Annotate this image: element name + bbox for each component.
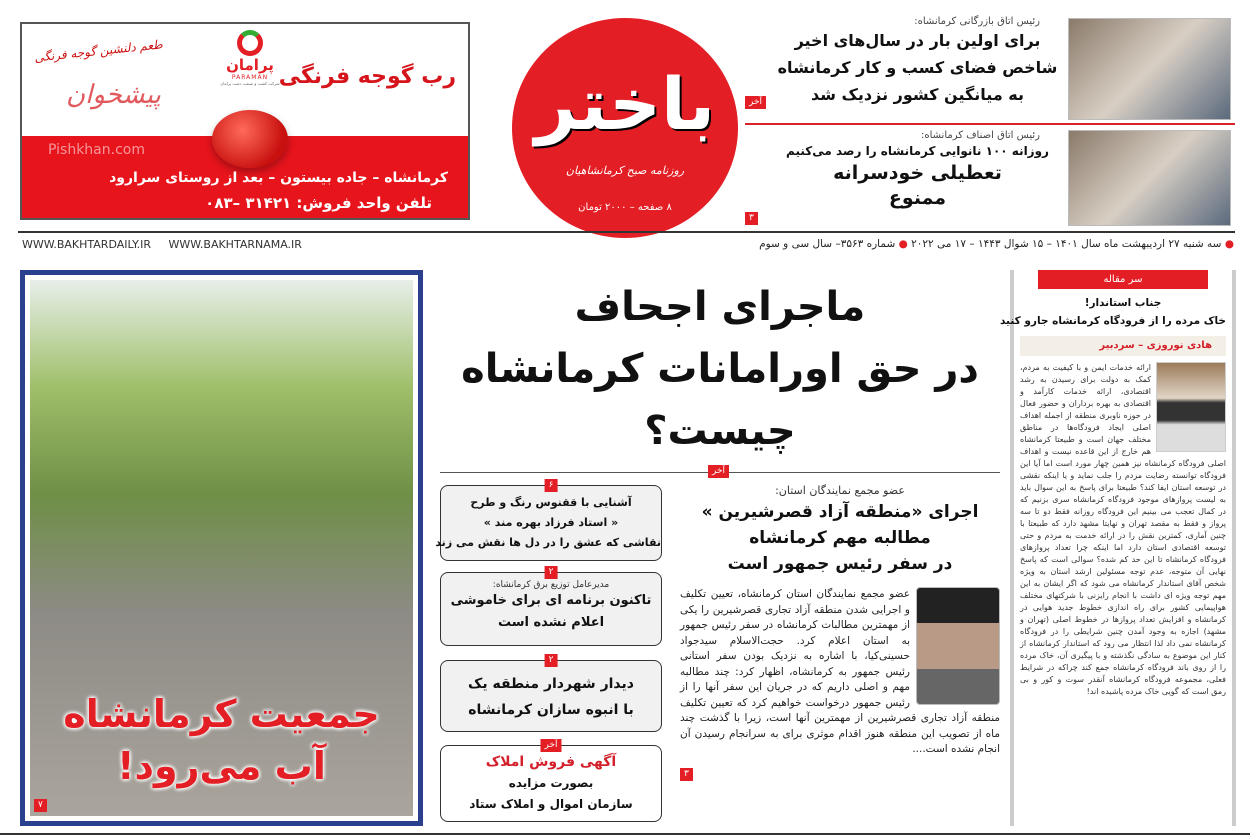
headline-line: مطالبه مهم کرمانشاه [749, 528, 931, 548]
bottom-rule [0, 833, 1250, 835]
ad-slogan: طعم دلنشین گوجه فرنگی [33, 37, 164, 65]
masthead-subtitle: روزنامه صبح کرمانشاهیان [565, 164, 685, 177]
page-tag: آخر [708, 465, 729, 478]
photo-headline: آب می‌رود! [117, 744, 326, 788]
websites [22, 238, 302, 251]
dateline: ● سه شنبه ۲۷ اردیبهشت ماه سال ۱۴۰۱ – ۱۵ شوال ۱۴۴۳ – ۱۷ می ۲۰۲۲ ● شماره ۳۵۶۳– سال سی و سوم [759, 238, 1234, 250]
brand-sub: شرکت کشت و صنعت دشت پرامان [220, 81, 280, 86]
side-box-painter[interactable] [435, 480, 662, 561]
side-box-electricity[interactable] [440, 567, 662, 646]
masthead-name: باختر [534, 62, 716, 146]
editorial-title: جناب استاندار! [1084, 297, 1162, 309]
main-headline[interactable] [440, 276, 1000, 462]
website-link[interactable]: WWW.BAKHTARDAILY.IR [22, 238, 152, 251]
editorial-column[interactable] [999, 270, 1236, 826]
page-tag: ۲ [545, 654, 558, 667]
tomato-paste-ad[interactable] [20, 22, 470, 220]
page-tag: آخر [745, 96, 766, 109]
page-tag: ۲ [545, 566, 558, 579]
divider [18, 231, 1235, 233]
kicker: مدیرعامل توزیع برق کرمانشاه: [492, 580, 610, 590]
headline-line: در سفر رئیس جمهور است [727, 554, 953, 574]
issue-number: شماره ۳۵۶۳– سال سی و سوم [759, 238, 896, 250]
tomato-icon [212, 110, 288, 168]
page-tag: ۷ [34, 799, 47, 812]
article-body: داریم که در جریان این سفر آنها را از رئیس جمهور درخواست خواهیم کرد که تعیین تکلیف منطقه آزاد تجاری قصرشیرین از مهمترین آنها است، زیرا با گذشت چند ماه از تصویب این منطقه هنوز اقدام موثری برای به سرانجام رسیدن آن انجام نشده است.... [680, 681, 1000, 755]
editorial-label: سر مقاله [1038, 270, 1208, 289]
headline-line: تاکنون برنامه ای برای خاموشی [450, 593, 652, 608]
headline-line: دیدار شهردار منطقه یک [468, 676, 634, 692]
photo-story[interactable] [20, 270, 423, 826]
editorial-body: مختلف جهان است و طبیعتا کرمانشاه هم خارج از این قاعده نیست و اهداف اصلی فرودگاه کرمانشاه نیز همین چهار مورد است اما آیا این فرودگاه توانسته رضایت مردم را جلب نماید و یا اینکه نقشی در توسعه استان ایفا کند؟ طبیعتا برای پاسخ به این سوال باید به لیست پروازهای موجود فرودگاه کرمانشاه سری بزنیم که در کمال تعجب می بینیم این فرودگاه روزانه فقط دو تا سه پرواز و فقط به مقصد تهران و نهایتا مشهد دارد که طبیعتا با چنین آماری، کمترین نقش را در ارائه خدمت به مردم و حتی توسعه اقتصادی استان دارد اما اینکه چرا تعداد پروازهای فرودگاه کرمانشاه تا این حد کم شده؟ سوالی است که پاسخ نهایی آن متوجه، عدم توجه مسئولین ارشد استان به ویژه شخص آقای استاندار کرمانشاه می شود که اگر ایشان به این مهم توجه ویژه ای داشت با انجام رایزنی با شرکتهای مختلف هواپیمایی کشور برای راه اندازی خطوط جدید هوایی در کرمانشاه و افزایش تعداد پروازها در خطوط اصلی (تهران و مشهد) اجازه به وجود آمدن چنین شرایطی را در فرودگاه کرمانشاه نمی داد لذا انتظار می رود که استاندار کرمانشاه از کنار این موضوع به سادگی نگذشته و با پیگیری آن، خاک مرده را از روی باند فرودگاه کرمانشاه جمع کند چراکه در شرایط فعلی، مجموعه فرودگاه کرمانشاه آنقدر سوت و کور و بی رمق است که گویی خاک مرده پاشیده اند! [1020, 435, 1226, 696]
ad-slogan-big: پیشخوان [66, 80, 161, 110]
editorial-body: ارائه خدمات ایمن و با کیفیت به مردم، کمک به دولت برای رسیدن به رشد اقتصادی، ارائه خدمات کارآمد و اقتصادی به بهره برداران و حضور فعال در حوزه ناوبری منطقه از اجمله اهداف اصلی ایجاد فرودگاه‌ها در مناطق [1020, 363, 1151, 432]
subheadline: روزانه ۱۰۰ نانوایی کرمانشاه را رصد می‌کنیم [786, 144, 1049, 158]
headline-line: تعطیلی خودسرانه [833, 162, 1002, 184]
headline-line: آشنایی با ققنوس رنگ و طرح [470, 496, 632, 509]
side-box-property-ad[interactable] [440, 740, 662, 822]
article-photo [916, 587, 1000, 705]
website-link[interactable]: WWW.BAKHTARNAMA.IR [168, 238, 302, 251]
page-tag: ۶ [545, 479, 558, 492]
kicker: رئیس اتاق اصناف کرمانشاه: [920, 130, 1040, 141]
headline-line: نقاشی که عشق را در دل ها نقش می زند [435, 536, 661, 549]
masthead-price: ۸ صفحه – ۲۰۰۰ تومان [578, 202, 672, 213]
headline-line: برای اولین بار در سال‌های اخیر [794, 31, 1041, 50]
brand-name: پرامان [226, 56, 274, 74]
tomato-logo-icon [237, 30, 263, 56]
kicker: عضو مجمع نمایندگان استان: [775, 484, 905, 497]
headline-line: در حق اورامانات کرمانشاه [461, 346, 979, 392]
headline-line: ماجرای اجحاف [574, 284, 866, 330]
street-photo [30, 280, 413, 816]
brand-latin: PARAMAN [231, 74, 269, 81]
headline-line: شاخص فضای کسب و کار کرمانشاه [777, 58, 1058, 77]
headline-line: بصورت مزایده [508, 776, 594, 790]
headline-line: اعلام نشده است [497, 615, 605, 630]
headline-line: ممنوع [888, 187, 947, 209]
masthead-logo [512, 18, 738, 238]
page-tag: ۳ [745, 212, 758, 225]
page-tag: ۳ [680, 768, 693, 781]
author-photo [1156, 362, 1226, 452]
editorial-author: هادی نوروزی – سردبیر [1020, 336, 1226, 356]
news-photo-guild-chief [1068, 130, 1231, 226]
headline-line: چیست؟ [644, 408, 796, 454]
side-box-mayor[interactable] [440, 655, 662, 732]
ad-phone: تلفن واحد فروش: ۳۱۴۲۱ –۰۸۳ [205, 194, 432, 212]
ad-address: کرمانشاه – جاده بیستون – بعد از روستای سرارود [109, 170, 448, 186]
headline-line: سازمان اموال و املاک ستاد [469, 797, 633, 811]
divider [745, 123, 1235, 125]
top-news-2[interactable] [775, 130, 1060, 211]
top-news-1[interactable] [775, 16, 1060, 108]
kicker: رئیس اتاق بازرگانی کرمانشاه: [914, 16, 1040, 27]
news-photo-commerce-chief [1068, 18, 1231, 120]
photo-headline: جمعیت کرمانشاه [63, 692, 380, 736]
headline-line: اجرای «منطقه آزاد قصرشیرین » [701, 502, 979, 522]
editorial-title: خاک مرده را از فرودگاه کرمانشاه جارو کنید [999, 315, 1226, 327]
ad-product: رب گوجه فرنگی [278, 64, 456, 89]
headline-line: به میانگین کشور نزدیک شد [810, 85, 1025, 104]
article-free-zone[interactable] [680, 484, 1000, 781]
page-tag: آخر [540, 739, 561, 752]
article-body: عضو مجمع نمایندگان استان کرمانشاه، تعیین تکلیف و اجرایی شدن منطقه آزاد تجاری قصرشیرین را یکی از مهمترین مطالبات کرمانشاه در سفر رئیس جمهور به استان اعلام کرد. حجت‌الاسلام سیدجواد حسینی‌کیا، با اشاره به نزدیک بودن سفر استانی رئیس جمهور به کرمانشاه، اظهار کرد: چند مطالبه مهم و اصلی [680, 588, 910, 693]
headline-line: با انبوه سازان کرمانشاه [468, 702, 634, 718]
date: سه شنبه ۲۷ اردیبهشت ماه سال ۱۴۰۱ – ۱۵ شوال ۱۴۴۳ – ۱۷ می ۲۰۲۲ [911, 238, 1222, 250]
paraman-logo [218, 30, 282, 86]
watermark: Pishkhan.com [48, 142, 145, 158]
ad-title: آگهی فروش املاک [485, 754, 617, 770]
headline-line: « استاد فرزاد بهره مند » [483, 516, 619, 529]
